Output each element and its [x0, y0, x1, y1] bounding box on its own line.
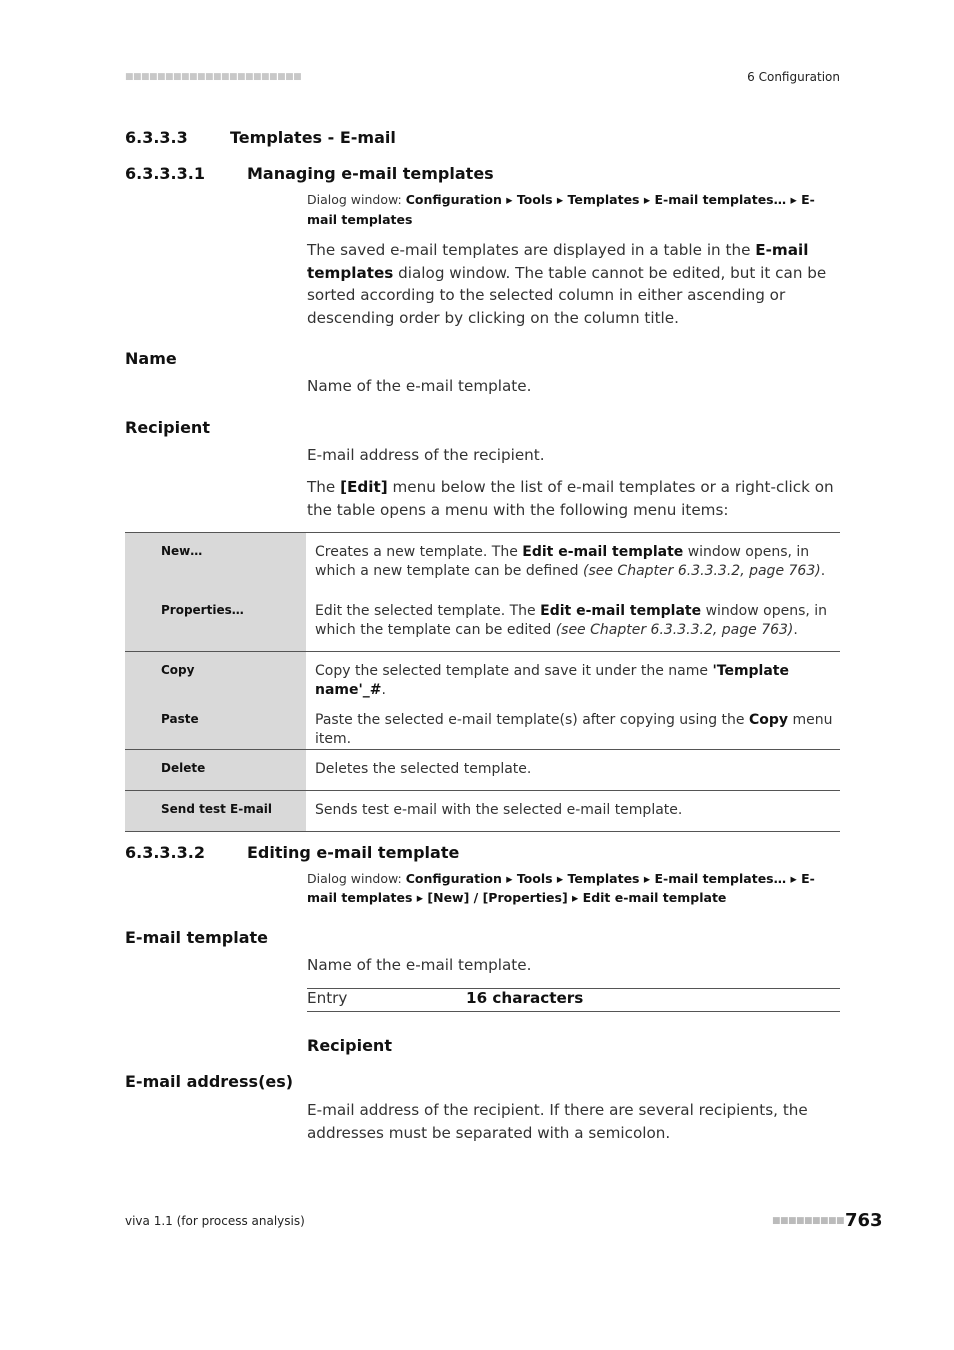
entry-table: [307, 988, 840, 1012]
intro-text-1: The saved e-mail templates are displayed in a table in the: [307, 241, 756, 259]
intro-paragraph: [307, 239, 840, 329]
section-number: 6.3.3.3: [125, 128, 188, 147]
intro-text-2: dialog window. The table cannot be edited, but it can be sorted according to the selected column in either ascending or descending order by clicking on the column title.: [307, 263, 827, 327]
entry-label: Entry: [307, 989, 348, 1007]
subsection-title: Managing e-mail templates: [247, 164, 494, 183]
menu-key-send-test: Send test E-mail: [125, 791, 306, 832]
desc-bold: Edit e-mail template: [522, 544, 684, 560]
desc-bold: Copy: [749, 712, 789, 728]
table-row: [125, 652, 840, 701]
table-row: [125, 750, 840, 791]
desc-text: window opens, in which the template can be edited: [315, 602, 828, 638]
table-row: [125, 533, 840, 592]
subsection-number: 6.3.3.3.1: [125, 164, 205, 183]
entry-value: 16 characters: [466, 989, 584, 1007]
desc-text: .: [793, 621, 798, 638]
menu-key-copy: Copy: [125, 652, 306, 701]
desc-text: window opens, in which a new template can be defined: [315, 544, 810, 579]
param-recipient-label: Recipient: [125, 418, 210, 437]
edit-menu-bold: [Edit]: [340, 478, 388, 496]
menu-desc-paste: [306, 700, 840, 750]
desc-bold: 'Template name'_#: [315, 663, 789, 698]
edit-menu-text-1: The: [307, 478, 341, 496]
dialog-window-path: [307, 190, 840, 230]
param-email-addresses-description: E-mail address of the recipient. If there are several recipients, the addresses must be separated with a semicolon.: [307, 1101, 808, 1142]
table-row: [125, 791, 840, 832]
recipient-subheading: Recipient: [307, 1036, 392, 1055]
subsection-number: 6.3.3.3.2: [125, 843, 205, 862]
param-recipient-description: E-mail address of the recipient.: [307, 446, 545, 464]
dialog-path: Configuration ▸ Tools ▸ Templates ▸ E-mail templates… ▸ E-mail templates: [307, 192, 815, 227]
desc-text: menu item.: [315, 712, 833, 747]
intro-bold: E-mail templates: [307, 241, 809, 282]
param-name-label: Name: [125, 349, 177, 368]
dialog-prefix: Dialog window:: [307, 192, 406, 207]
chapter-reference: (see Chapter 6.3.3.3.2, page 763): [583, 563, 821, 579]
chapter-reference: (see Chapter 6.3.3.3.2, page 763): [555, 621, 794, 638]
param-email-addresses-label: E-mail address(es): [125, 1072, 294, 1091]
footer-decoration: ■■■■■■■■■: [772, 1216, 845, 1226]
param-email-template-description: Name of the e-mail template.: [307, 956, 532, 974]
menu-key-properties: Properties…: [125, 592, 306, 652]
header-decoration: ■■■■■■■■■■■■■■■■■■■■■■: [125, 72, 302, 82]
menu-desc-delete: Deletes the selected template.: [306, 750, 840, 791]
menu-desc-send-test: Sends test e-mail with the selected e-mail template.: [306, 791, 840, 832]
menu-key-new: New…: [125, 533, 306, 592]
desc-text: .: [381, 682, 386, 698]
desc-text: Paste the selected e-mail template(s) after copying using the: [315, 712, 749, 728]
edit-menu-paragraph: [307, 476, 840, 521]
desc-bold: Edit e-mail template: [540, 602, 702, 619]
desc-text: Edit the selected template. The: [315, 602, 541, 619]
menu-desc-new: [306, 533, 840, 592]
section-title: Templates - E-mail: [230, 128, 396, 147]
desc-text: Copy the selected template and save it under the name: [315, 663, 713, 679]
menu-items-table: [125, 532, 840, 832]
dialog-path: Configuration ▸ Tools ▸ Templates ▸ E-mail templates… ▸ E-mail templates ▸ [New] / [Properties] ▸ Edit e-mail template: [307, 871, 815, 905]
footer-product: viva 1.1 (for process analysis): [125, 1214, 305, 1228]
table-row: [125, 592, 840, 652]
edit-menu-text-2: menu below the list of e-mail templates or a right-click on the table opens a menu with the following menu items:: [307, 478, 834, 519]
menu-key-delete: Delete: [125, 750, 306, 791]
desc-text: Creates a new template. The: [315, 544, 523, 560]
page-number: 763: [845, 1210, 883, 1231]
menu-desc-copy: [306, 652, 840, 701]
menu-desc-properties: [306, 592, 840, 652]
dialog-window-path: [307, 869, 840, 907]
subsection-title: Editing e-mail template: [247, 843, 460, 862]
param-name-description: Name of the e-mail template.: [307, 377, 532, 395]
running-header-chapter: 6 Configuration: [747, 70, 840, 84]
desc-text: .: [820, 563, 826, 579]
dialog-prefix: Dialog window:: [307, 871, 406, 886]
menu-key-paste: Paste: [125, 700, 306, 750]
table-row: [125, 700, 840, 750]
param-email-template-label: E-mail template: [125, 928, 268, 947]
